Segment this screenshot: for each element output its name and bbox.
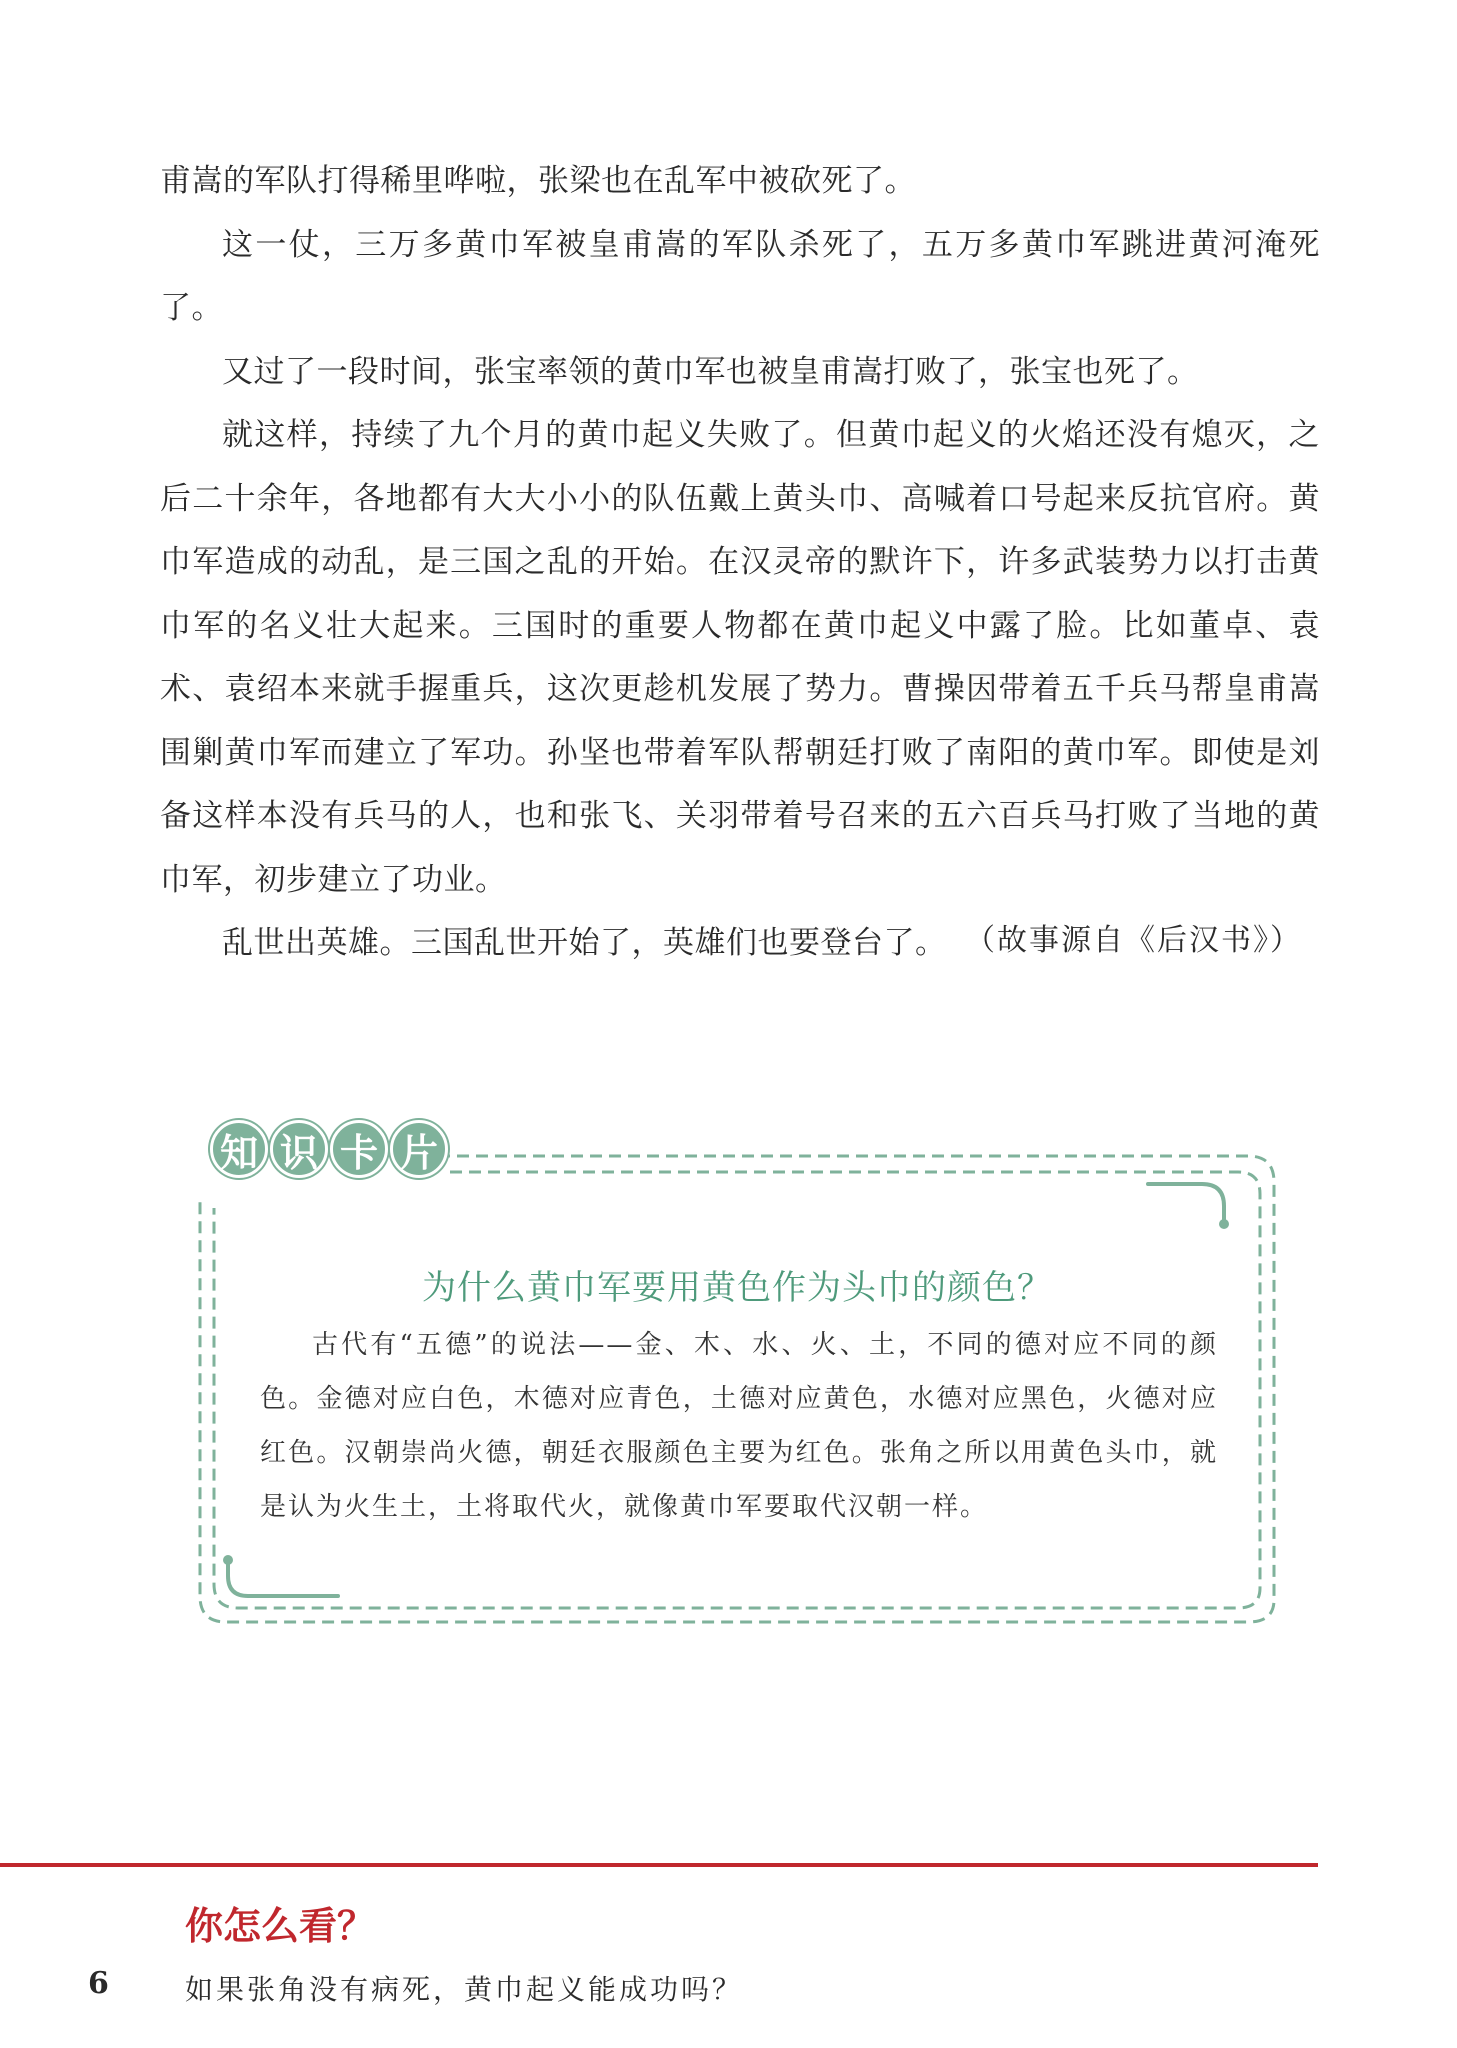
knowledge-card-text: 古代有“五德”的说法——金、木、水、火、土，不同的德对应不同的颜色。金德对应白色，木德对应青色，土德对应黄色，水德对应黑色，火德对应红色。汉朝崇尚火德，朝廷衣服颜色主要为红色。张角之所以用黄色头巾，就是认为火生土，土将取代火，就像黄巾军要取代汉朝一样。 — [260, 1330, 1218, 1522]
story-source: （故事源自《后汉书》） — [965, 923, 1302, 958]
think-title: 你怎么看？ — [185, 1903, 376, 1948]
think-question: 如果张角没有病死，黄巾起义能成功吗？ — [185, 1973, 744, 2006]
section-divider — [0, 1863, 1318, 1867]
story-paragraph: 甫嵩的军队打得稀里哗啦，张梁也在乱军中被砍死了。 — [160, 163, 916, 199]
page-number: 6 — [88, 1966, 109, 2001]
knowledge-card-body — [260, 1318, 1218, 1534]
knowledge-card — [188, 1130, 1286, 1633]
story-paragraph: 又过了一段时间，张宝率领的黄巾军也被皇甫嵩打败了，张宝也死了。 — [222, 353, 1199, 390]
story-paragraph: 这一仗，三万多黄巾军被皇甫嵩的军队杀死了，五万多黄巾军跳进黄河淹死了。 — [160, 226, 1320, 326]
label-char: 片 — [390, 1120, 448, 1178]
label-char: 卡 — [330, 1120, 388, 1178]
knowledge-card-title: 为什么黄巾军要用黄色作为头巾的颜色？ — [422, 1268, 1052, 1308]
story-text — [160, 150, 1320, 976]
label-char: 知 — [210, 1120, 268, 1178]
label-char: 识 — [270, 1120, 328, 1178]
story-paragraph: 乱世出英雄。三国乱世开始了，英雄们也要登台了。 — [222, 925, 947, 961]
knowledge-card-label — [210, 1110, 448, 1186]
story-paragraph: 就这样，持续了九个月的黄巾起义失败了。但黄巾起义的火焰还没有熄灭，之后二十余年，各地都有大大小小的队伍戴上黄头巾、高喊着口号起来反抗官府。黄巾军造成的动乱，是三国之乱的开始。在汉灵帝的默许下，许多武装势力以打击黄巾军的名义壮大起来。三国时的重要人物都在黄巾起义中露了脸。比如董卓、袁术、袁绍本来就手握重兵，这次更趁机发展了势力。曹操因带着五千兵马帮皇甫嵩围剿黄巾军而建立了军功。孙坚也带着军队帮朝廷打败了南阳的黄巾军。即使是刘备这样本没有兵马的人，也和张飞、关羽带着号召来的五六百兵马打败了当地的黄巾军，初步建立了功业。 — [160, 417, 1320, 898]
